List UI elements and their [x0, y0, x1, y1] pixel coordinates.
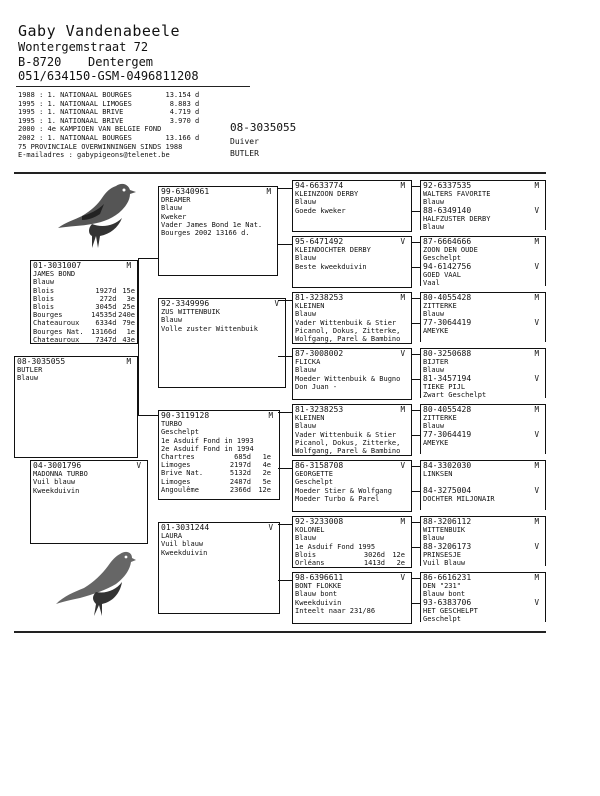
bird-detail: Goede kweker — [295, 206, 346, 215]
pedigree-gen5-dam — [421, 598, 545, 623]
pedigree-gen5-pair — [420, 292, 546, 342]
bird-detail: Blauw — [161, 316, 183, 325]
pedigree-dam — [30, 460, 148, 544]
bird-detail: KLEINEN — [295, 302, 325, 311]
pedigree-sire — [30, 260, 138, 344]
pedigree-gen5-sire — [421, 405, 545, 430]
bird-detail: Picanol, Dokus, Zitterke, — [295, 438, 401, 447]
result-line: 2000 : 4e KAMPIOEN VAN BELGIE FOND — [18, 125, 162, 134]
bird-detail: TIEKE PIJL — [423, 383, 466, 392]
pedigree-gen4-8 — [292, 572, 412, 624]
sex-marker: V — [534, 430, 539, 439]
bird-detail: Vuil Blauw — [423, 559, 466, 567]
race-result: Brive Nat. 5132d 2e — [161, 469, 271, 478]
ring-number: 99-6340961 — [161, 187, 210, 196]
bird-detail: LAURA — [161, 532, 183, 541]
sex-marker: M — [534, 349, 539, 358]
bird-header — [295, 406, 409, 414]
sex-marker: V — [534, 262, 539, 271]
bird-detail: Blauw — [295, 366, 317, 375]
bird-header — [295, 462, 409, 470]
ring-number: 80-4055428 — [423, 293, 472, 302]
bird-detail: Geschelpt — [161, 428, 199, 437]
bird-detail: HET GESCHELPT — [423, 607, 478, 616]
ring-number: 84-3275004 — [423, 486, 472, 495]
sex-marker: M — [268, 411, 273, 420]
ring-number: 77-3064419 — [423, 318, 472, 327]
pigeon-illustration-top — [52, 178, 138, 252]
bird-detail: TURBO — [161, 420, 183, 429]
ring-number: 80-3250688 — [423, 349, 472, 358]
sex-marker: V — [268, 523, 273, 532]
bird-detail: Vader Wittenbuik & Stier — [295, 318, 397, 327]
bird-header — [33, 262, 135, 270]
sex-marker: M — [400, 517, 405, 526]
result-line: 75 PROVINCIALE OVERWINNINGEN SINDS 1988 — [18, 142, 183, 151]
bird-detail: Kweekduivin — [295, 598, 342, 607]
bird-header — [423, 294, 543, 302]
race-result: Blois 1927d 15e — [33, 286, 135, 295]
bird-detail: FLICKA — [295, 358, 321, 367]
bird-detail: Moeder Turbo & Parel — [295, 494, 380, 503]
subject-sex: Duiver — [230, 137, 259, 146]
bird-detail: Blauw — [161, 204, 183, 213]
bird-header — [423, 182, 543, 190]
pedigree-gen4-2 — [292, 236, 412, 288]
sex-marker: V — [534, 206, 539, 215]
bird-detail: Vuil blauw — [33, 478, 76, 487]
sex-marker: V — [534, 542, 539, 551]
race-result: Bourges Nat. 13166d 1e — [33, 327, 135, 336]
subject-ring: 08-3035055 — [230, 121, 297, 134]
ring-number: 81-3238253 — [295, 293, 344, 302]
bird-detail: KOLONEL — [295, 526, 325, 535]
bird-detail: 2e Asduif Fond in 1994 — [161, 444, 254, 453]
ring-number: 84-3302030 — [423, 461, 472, 470]
bird-detail: AMEYKE — [423, 327, 449, 336]
ring-number: 01-3031007 — [33, 261, 82, 270]
bird-detail: Geschelpt — [295, 478, 333, 487]
bird-detail: DREAMER — [161, 196, 191, 205]
bird-detail: BIJTER — [423, 358, 449, 367]
bird-header — [423, 263, 543, 271]
pedigree-gen5-pair — [420, 572, 546, 622]
bird-detail: BUTLER — [17, 366, 43, 375]
bird-detail: WALTERS FAVORITE — [423, 190, 491, 199]
ring-number: 77-3064419 — [423, 430, 472, 439]
owner-street: Wontergemstraat 72 — [18, 40, 149, 54]
sex-marker: M — [534, 461, 539, 470]
ring-number: 81-3457194 — [423, 374, 472, 383]
subject-name: BUTLER — [230, 149, 259, 158]
ring-number: 01-3031244 — [161, 523, 210, 532]
race-result: Chateauroux 6334d 79e — [33, 319, 135, 328]
race-result: Blois 3026d 12e — [295, 550, 405, 559]
bird-detail: Moeder Wittenbuik & Bugno — [295, 374, 401, 383]
bird-detail: ZITTERKE — [423, 414, 457, 423]
bird-detail: Blauw — [423, 198, 445, 206]
owner-name: Gaby Vandenabeele — [18, 22, 181, 40]
ring-number: 94-6633774 — [295, 181, 344, 190]
sex-marker: V — [274, 299, 279, 308]
pedigree-gen5-dam — [421, 542, 545, 567]
pedigree-gen4-4 — [292, 348, 412, 400]
bird-detail: KLEINDOCHTER DERBY — [295, 246, 371, 255]
bird-detail: Blauw bont — [295, 590, 338, 599]
race-result: Orléans 1413d 2e — [295, 559, 405, 568]
bird-detail: HALFZUSTER DERBY — [423, 215, 491, 224]
bird-detail: ZITTERKE — [423, 302, 457, 311]
bird-header — [295, 182, 409, 190]
bird-header — [423, 518, 543, 526]
bird-detail: Kweker — [161, 212, 187, 221]
ring-number: 93-6383706 — [423, 598, 472, 607]
race-result: Chateauroux 7347d 43e — [33, 335, 135, 344]
bird-detail: Blauw — [33, 278, 55, 287]
pedigree-gen5-sire — [421, 517, 545, 542]
ring-number: 80-4055428 — [423, 405, 472, 414]
pedigree-dam-sire — [158, 410, 280, 500]
bird-header — [423, 462, 543, 470]
ring-number: 92-3233008 — [295, 517, 344, 526]
pedigree-gen4-7 — [292, 516, 412, 568]
pedigree-gen5-pair — [420, 180, 546, 230]
bird-detail: BONT FLOKKE — [295, 582, 342, 591]
ring-number: 88-3206173 — [423, 542, 472, 551]
ring-number: 88-3206112 — [423, 517, 472, 526]
bird-header — [161, 300, 283, 308]
ring-number: 92-6337535 — [423, 181, 472, 190]
pedigree-gen4-3 — [292, 292, 412, 344]
bird-detail: Wolfgang, Parel & Bambino — [295, 335, 401, 344]
bird-detail: ZUS WITTENBUIK — [161, 308, 221, 317]
sex-marker: M — [534, 181, 539, 190]
bird-detail: Kweekduivin — [161, 548, 208, 557]
bird-detail: Picanol, Dokus, Zitterke, — [295, 326, 401, 335]
pedigree-gen5-pair — [420, 348, 546, 398]
sex-marker: M — [400, 181, 405, 190]
bird-header — [423, 319, 543, 327]
bird-detail: Beste kweekduivin — [295, 262, 367, 271]
pedigree-gen5-sire — [421, 293, 545, 318]
bird-header — [423, 487, 543, 495]
sex-marker: M — [534, 237, 539, 246]
pedigree-gen5-pair — [420, 404, 546, 454]
ring-number: 08-3035055 — [17, 357, 66, 366]
pedigree-sire-sire — [158, 186, 278, 276]
pedigree-gen5-sire — [421, 461, 545, 486]
race-result: Limoges 2197d 4e — [161, 461, 271, 470]
bird-header — [423, 350, 543, 358]
bird-detail: Blauw bont — [423, 590, 466, 598]
bird-header — [295, 518, 409, 526]
result-line: 1995 : 1. NATIONAAL BRIVE 3.970 d — [18, 116, 200, 125]
sex-marker: V — [400, 349, 405, 358]
sex-marker: V — [534, 598, 539, 607]
sex-marker: V — [136, 461, 141, 470]
bird-header — [295, 350, 409, 358]
bird-detail: WITTENBUIK — [423, 526, 466, 535]
owner-postcode: B-8720 — [18, 55, 62, 69]
ring-number: 04-3001796 — [33, 461, 82, 470]
bird-detail: Geschelpt — [423, 615, 461, 623]
bird-header — [423, 238, 543, 246]
pedigree-gen5-dam — [421, 318, 545, 343]
bird-detail: Moeder Stier & Wolfgang — [295, 486, 392, 495]
bird-header — [423, 375, 543, 383]
ring-number: 95-6471492 — [295, 237, 344, 246]
pedigree-gen5-pair — [420, 460, 546, 510]
bird-detail: Inteelt naar 231/86 — [295, 606, 376, 615]
pedigree-gen5-dam — [421, 262, 545, 287]
sex-marker: V — [534, 318, 539, 327]
bird-header — [423, 431, 543, 439]
bird-detail: Geschelpt — [423, 254, 461, 262]
pedigree-gen4-6 — [292, 460, 412, 512]
result-line: E-mailadres : gabypigeons@telenet.be — [18, 151, 170, 160]
sex-marker: V — [400, 237, 405, 246]
bird-detail: PRINSESJE — [423, 551, 461, 560]
bird-detail: Volle zuster Wittenbuik — [161, 324, 258, 333]
bird-detail: Vader James Bond 1e Nat. — [161, 220, 263, 229]
pedigree-gen4-5 — [292, 404, 412, 456]
bird-detail: Blauw — [17, 374, 39, 383]
bird-detail: Wolfgang, Parel & Bambino — [295, 447, 401, 456]
pedigree-gen5-dam — [421, 430, 545, 455]
sex-marker: M — [126, 357, 131, 366]
bird-header — [295, 238, 409, 246]
race-result: Angoulême 2366d 12e — [161, 485, 271, 494]
bird-detail: Zwart Geschelpt — [423, 391, 487, 399]
pedigree-gen5-dam — [421, 206, 545, 231]
bird-header — [423, 406, 543, 414]
race-result: Limoges 2487d 5e — [161, 477, 271, 486]
pedigree-subject — [14, 356, 138, 458]
pedigree-gen4-1 — [292, 180, 412, 232]
ring-number: 94-6142756 — [423, 262, 472, 271]
ring-number: 90-3119128 — [161, 411, 210, 420]
bird-detail: GOED VAAL — [423, 271, 461, 280]
results-list — [18, 91, 199, 160]
bird-detail: ZOON DEN OUDE — [423, 246, 478, 255]
pedigree-dam-dam — [158, 522, 280, 614]
bird-detail: Vuil blauw — [161, 540, 204, 549]
result-line: 1988 : 1. NATIONAAL BOURGES 13.154 d — [18, 91, 200, 99]
bird-detail: Vader Wittenbuik & Stier — [295, 430, 397, 439]
sex-marker: M — [534, 573, 539, 582]
bird-detail: Blauw — [295, 254, 317, 263]
sex-marker: M — [400, 405, 405, 414]
bird-header — [423, 543, 543, 551]
bird-detail: AMEYKE — [423, 439, 449, 448]
result-line: 1995 : 1. NATIONAAL LIMOGES 8.883 d — [18, 99, 200, 108]
ring-number: 88-6349140 — [423, 206, 472, 215]
pedigree-sire-dam — [158, 298, 286, 388]
pedigree-gen5-pair — [420, 236, 546, 286]
bird-header — [161, 412, 277, 420]
bird-header — [295, 294, 409, 302]
bird-detail: Blauw — [423, 223, 445, 231]
bird-detail: 1e Asduif Fond in 1993 — [161, 436, 254, 445]
bird-header — [161, 188, 275, 196]
pedigree-gen5-sire — [421, 573, 545, 598]
ring-number: 92-3349996 — [161, 299, 210, 308]
sex-marker: M — [266, 187, 271, 196]
pedigree-gen5-dam — [421, 486, 545, 511]
sex-marker: V — [534, 374, 539, 383]
sex-marker: M — [534, 517, 539, 526]
sex-marker: M — [400, 293, 405, 302]
ring-number: 98-6396611 — [295, 573, 344, 582]
pedigree-gen5-sire — [421, 349, 545, 374]
bird-detail: JAMES BOND — [33, 270, 76, 279]
owner-city: Dentergem — [88, 55, 154, 69]
sex-marker: M — [126, 261, 131, 270]
bird-detail: KLEINEN — [295, 414, 325, 423]
bird-header — [17, 358, 135, 366]
bird-detail: Bourges 2002 13166 d. — [161, 229, 250, 238]
bird-detail: Blauw — [295, 422, 317, 431]
pedigree-gen5-dam — [421, 374, 545, 399]
pigeon-illustration-bottom — [56, 548, 136, 620]
bird-detail: DOCHTER MILJONAIR — [423, 495, 495, 504]
bird-detail: 1e Asduif Fond 1995 — [295, 542, 376, 551]
bird-header — [33, 462, 145, 470]
bird-detail: Blauw — [295, 310, 317, 319]
bird-detail: GEORGETTE — [295, 470, 333, 479]
sex-marker: V — [534, 486, 539, 495]
sex-marker: V — [400, 461, 405, 470]
bird-detail: Blauw — [423, 422, 445, 430]
bird-header — [423, 599, 543, 607]
bird-detail: DEN "231" — [423, 582, 461, 591]
ring-number: 87-6664666 — [423, 237, 472, 246]
bird-detail: Don Juan - — [295, 382, 338, 391]
ring-number: 86-6616231 — [423, 573, 472, 582]
sex-marker: V — [400, 573, 405, 582]
ring-number: 87-3008002 — [295, 349, 344, 358]
pedigree-gen5-sire — [421, 237, 545, 262]
pedigree-gen5-pair — [420, 516, 546, 566]
sex-marker: M — [534, 293, 539, 302]
result-line: 1995 : 1. NATIONAAL BRIVE 4.719 d — [18, 108, 200, 117]
bird-detail: Blauw — [295, 534, 317, 543]
race-result: Bourges 14535d 240e — [33, 311, 135, 320]
result-line: 2002 : 1. NATIONAAL BOURGES 13.166 d — [18, 133, 200, 142]
bird-detail: Blauw — [295, 198, 317, 207]
bird-detail: KLEINZOON DERBY — [295, 190, 359, 199]
bird-detail: MADONNA TURBO — [33, 470, 88, 479]
bird-header — [423, 574, 543, 582]
race-result: Blois 3045d 25e — [33, 303, 135, 312]
pedigree-gen5-sire — [421, 181, 545, 206]
bird-header — [295, 574, 409, 582]
sex-marker: M — [534, 405, 539, 414]
bird-detail: LINKSEN — [423, 470, 453, 479]
owner-phone: 051/634150-GSM-0496811208 — [18, 69, 199, 83]
bird-header — [161, 524, 277, 532]
race-result: Chartres 685d 1e — [161, 453, 271, 462]
race-result: Blois 272d 3e — [33, 294, 135, 303]
bird-detail: Kweekduivin — [33, 486, 80, 495]
bird-detail: Blauw — [423, 534, 445, 542]
bird-header — [423, 207, 543, 215]
ring-number: 81-3238253 — [295, 405, 344, 414]
bird-detail: Blauw — [423, 366, 445, 374]
bird-detail: Blauw — [423, 310, 445, 318]
bird-detail: Vaal — [423, 279, 440, 287]
ring-number: 86-3158708 — [295, 461, 344, 470]
